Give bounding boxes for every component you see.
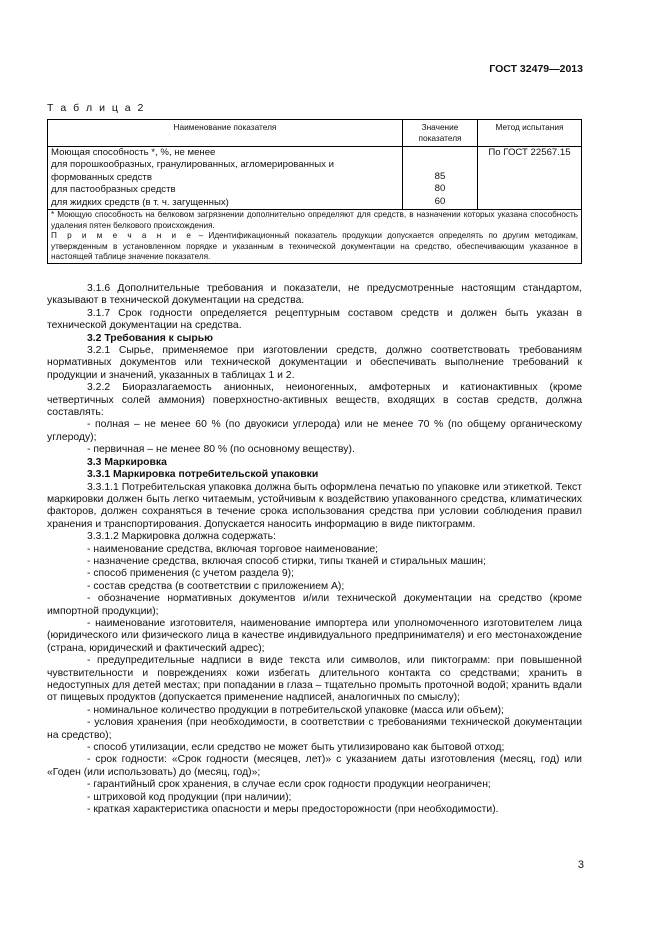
paragraph: - полная – не менее 60 % (по двуокиси углерода) или не менее 70 % (по общему органическому углероду); <box>47 419 582 443</box>
paragraph: - гарантийный срок хранения, в случае если срок годности продукции неограничен; <box>87 779 491 791</box>
header-indicator-value: Значение показателя <box>403 120 478 147</box>
paragraph: 3.3.1.1 Потребительская упаковка должна быть оформлена печатью по упаковке или этикеткой. Текст маркировки должен быть легко читаемым, устойчивым к воздействию упакованного средства, климатических факторов, должен сохраняться в течение срока использования средства при условии соблюдения правил хранения и транспортирования. Допускается наносить информацию в виде пиктограмм. <box>47 481 582 530</box>
indicator-value-cell <box>403 147 478 210</box>
header-test-method: Метод испытания <box>478 120 582 147</box>
paragraph: 3.1.7 Срок годности определяется рецептурным составом средств и должен быть указан в технической документации на средства. <box>47 307 582 332</box>
page-number: 3 <box>577 859 584 871</box>
indicator-line: для порошкообразных, гранулированных, агломерированных и <box>51 159 334 171</box>
section-heading: 3.2 Требования к сырью <box>87 332 214 344</box>
indicator-table <box>47 119 582 264</box>
paragraph: - краткая характеристика опасности и меры предосторожности (при необходимости). <box>87 804 499 816</box>
note-text: – Идентификационный показатель продукции допускается определять по другим методикам, утвержденным в установленном порядке и указанным в технической документации на средство, обеспечивающим указанное в настоящей таблице значение показателя. <box>51 231 578 262</box>
paragraph: 3.2.2 Биоразлагаемость анионных, неионогенных, амфотерных и катионактивных (кроме четвертичных солей аммония) поверхностно-активных веществ, входящих в состав средств, должна составлять: <box>47 382 582 419</box>
indicator-line: для пастообразных средств <box>51 184 176 196</box>
paragraph: - состав средства (в соответствии с приложением А); <box>87 580 345 592</box>
indicator-line: формованных средств <box>51 171 152 183</box>
section-heading: 3.3 Маркировка <box>87 456 167 468</box>
table-caption: Т а б л и ц а 2 <box>47 102 146 114</box>
indicator-line: Моющая способность *, %, не менее <box>51 147 216 158</box>
table-notes <box>48 210 582 264</box>
table-note <box>51 231 578 263</box>
paragraph: - номинальное количество продукции в потребительской упаковке (масса или объем); <box>87 704 504 716</box>
paragraph: - первичная – не менее 80 % (по основному веществу). <box>87 444 355 456</box>
value-paste: 80 <box>434 183 446 195</box>
paragraph: - назначение средства, включая способ стирки, типы тканей и стиральных машин; <box>87 555 486 567</box>
paragraph: - предупредительные надписи в виде текста или символов, или пиктограмм: при повышенной чувствительности и повреждениях кожи избегать длительного контакта со средствами; хранить в недоступных для детей местах; при попадании в глаза – тщательно промыть проточной водой; хранить вдали от пищевых продуктов (допускается применение надписей, аналогичных по смыслу); <box>47 655 582 704</box>
table-row <box>48 147 582 210</box>
paragraph: - способ применения (с учетом раздела 9); <box>87 568 294 580</box>
paragraph: - наименование изготовителя, наименование импортера или уполномоченного изготовителем лица (юридического или физического лица в качестве индивидуального предпринимателя) и его местонахождение (страна, юридический и фактический адрес); <box>47 617 582 654</box>
paragraph: 3.3.1.2 Маркировка должна содержать: <box>87 531 276 543</box>
header-indicator-name: Наименование показателя <box>48 120 403 147</box>
value-liquid: 60 <box>434 195 446 207</box>
value-granular: 85 <box>434 171 446 182</box>
table-header-row <box>48 120 582 147</box>
standard-code: ГОСТ 32479—2013 <box>489 63 583 75</box>
section-heading: 3.3.1 Маркировка потребительской упаковки <box>87 469 319 481</box>
note-label: П р и м е ч а н и е <box>51 231 194 241</box>
table-footnote: * Моющую способность на белковом загрязнении дополнительно определяют для средств, в назначении которых указана способность удаления пятен белкового происхождения. <box>51 210 578 230</box>
paragraph: - срок годности: «Срок годности (месяцев, лет)» с указанием даты изготовления (месяц, год) или «Годен (или использовать) до (месяц, год)»; <box>47 754 582 778</box>
paragraph: - обозначение нормативных документов и/или технической документации на средство (кроме импортной продукции); <box>47 593 582 617</box>
body-text <box>47 283 582 816</box>
paragraph: - условия хранения (при необходимости, в соответствии с требованиями технической документации на средство); <box>47 717 582 741</box>
indicator-name-cell <box>48 147 403 210</box>
paragraph: - способ утилизации, если средство не может быть утилизировано как бытовой отход; <box>87 742 505 754</box>
paragraph: - штриховой код продукции (при наличии); <box>87 791 292 803</box>
paragraph: - наименование средства, включая торговое наименование; <box>87 543 379 555</box>
indicator-line: для жидких средств (в т. ч. загущенных) <box>51 196 229 208</box>
paragraph: 3.2.1 Сырье, применяемое при изготовлении средств, должно соответствовать требованиям нормативных документов или технической документации и обеспечивать выполнение требований к продукции и значений, указанных в таблицах 1 и 2. <box>47 345 582 381</box>
table-notes-row <box>48 210 582 264</box>
test-method-cell: По ГОСТ 22567.15 <box>478 147 582 210</box>
paragraph: 3.1.6 Дополнительные требования и показатели, не предусмотренные настоящим стандартом, указывают в технической документации на средства. <box>47 283 582 307</box>
